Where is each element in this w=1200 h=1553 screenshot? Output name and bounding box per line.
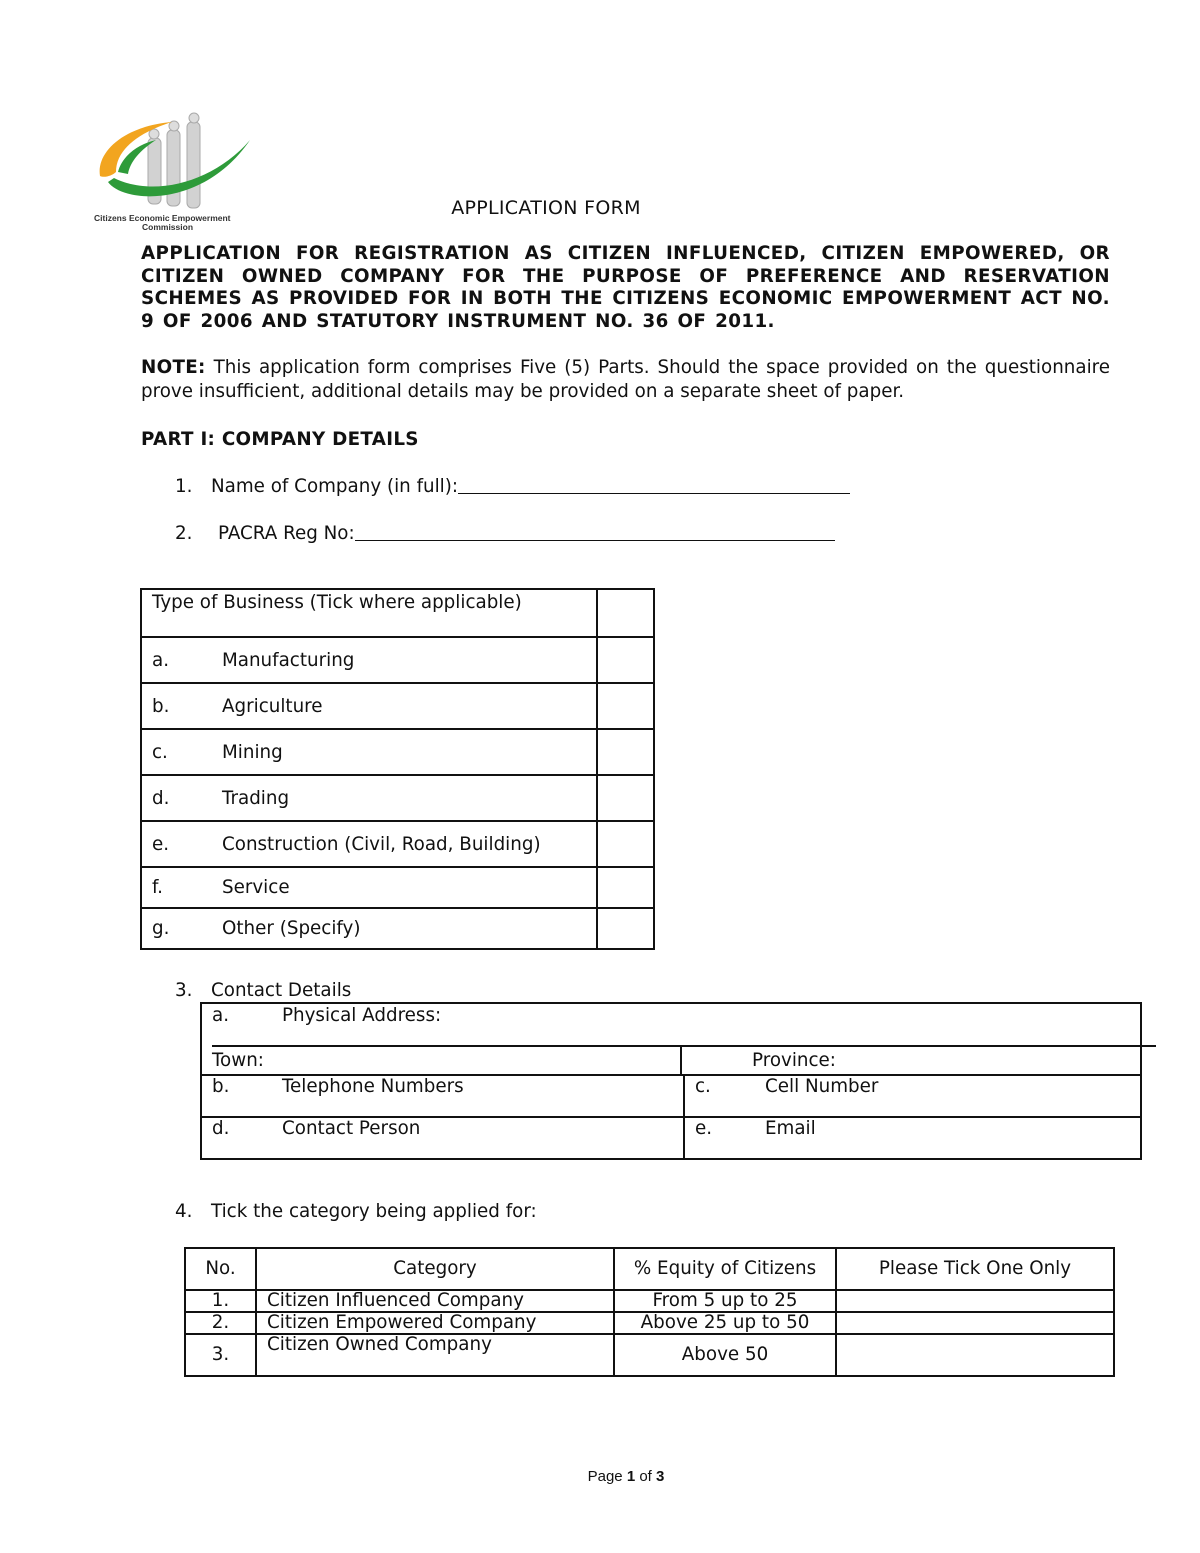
business-row-construction: [141, 821, 654, 867]
telephone-cell[interactable]: [212, 1076, 464, 1097]
pacra-reg-field: [175, 520, 835, 544]
telephone-label: Telephone Numbers: [282, 1076, 464, 1097]
row-label: Service: [222, 877, 290, 898]
pacra-reg-label: PACRA Reg No:: [218, 523, 355, 544]
row-label: Other (Specify): [222, 918, 361, 939]
form-title: APPLICATION FORM: [451, 197, 641, 219]
province-label[interactable]: Province:: [752, 1050, 836, 1071]
row-letter: b.: [152, 695, 170, 717]
physical-address-line: [212, 1045, 1156, 1047]
company-name-label: Name of Company (in full):: [211, 476, 459, 497]
row-letter: c.: [695, 1076, 711, 1097]
business-row-other: [141, 908, 654, 949]
business-row-trading: [141, 775, 654, 821]
row-label: Manufacturing: [222, 649, 355, 671]
category-name: Citizen Owned Company: [256, 1334, 614, 1376]
physical-address-label: Physical Address:: [282, 1005, 442, 1026]
tick-box-influenced[interactable]: [836, 1290, 1114, 1312]
cell-number-cell[interactable]: [695, 1076, 878, 1097]
note-paragraph: [141, 356, 1110, 403]
cell-number-label: Cell Number: [765, 1076, 879, 1097]
category-row-empowered: [185, 1312, 1114, 1334]
field-number: 1.: [175, 476, 193, 497]
page-footer: [0, 1468, 1200, 1485]
row-label: Construction (Civil, Road, Building): [222, 833, 541, 855]
town-label[interactable]: Town:: [212, 1050, 264, 1071]
row-number: 2.: [185, 1312, 256, 1334]
town-province-divider: [680, 1045, 682, 1075]
row-letter: e.: [152, 833, 170, 855]
note-label: NOTE:: [141, 357, 206, 378]
category-row-influenced: [185, 1290, 1114, 1312]
category-heading: [175, 1201, 537, 1222]
contact-person-cell[interactable]: [212, 1118, 420, 1139]
contact-details-label: Contact Details: [211, 980, 352, 1001]
tick-box-agriculture[interactable]: [597, 683, 654, 729]
email-label: Email: [765, 1118, 816, 1139]
row-label: Mining: [222, 741, 283, 763]
header-equity: % Equity of Citizens: [614, 1248, 836, 1290]
business-type-table: [140, 588, 655, 950]
category-table-header: [185, 1248, 1114, 1290]
tick-box-manufacturing[interactable]: [597, 637, 654, 683]
tick-box-trading[interactable]: [597, 775, 654, 821]
logo-name-line2: Commission: [142, 221, 194, 232]
tick-box-mining[interactable]: [597, 729, 654, 775]
physical-address-cell[interactable]: [212, 1005, 441, 1026]
row-letter: a.: [152, 649, 170, 671]
logo-name-line1: Citizens Economic Empowerment: [94, 213, 231, 223]
note-text: This application form comprises Five (5) Parts. Should the space provided on the questionnaire prove insufficient, additional details may be provided on a separate sheet of paper.: [141, 357, 1111, 402]
contact-person-label: Contact Person: [282, 1118, 421, 1139]
total-pages: 3: [656, 1468, 665, 1485]
tick-box-other[interactable]: [597, 908, 654, 949]
tick-box-service[interactable]: [597, 867, 654, 908]
business-row-manufacturing: [141, 637, 654, 683]
contact-details-heading: [175, 980, 351, 1001]
row-label: Trading: [222, 787, 290, 809]
business-table-header: [141, 589, 654, 637]
business-row-agriculture: [141, 683, 654, 729]
category-name: Citizen Influenced Company: [256, 1290, 614, 1312]
row-number: 3.: [185, 1334, 256, 1376]
tick-box-construction[interactable]: [597, 821, 654, 867]
row-letter: d.: [212, 1118, 230, 1139]
row-letter: b.: [212, 1076, 230, 1097]
category-table: [184, 1247, 1115, 1377]
row-letter: g.: [152, 918, 170, 939]
contact-details-table: [200, 1002, 1142, 1160]
business-table-header-tick: [597, 589, 654, 637]
business-row-service: [141, 867, 654, 908]
part1-heading: PART I: COMPANY DETAILS: [141, 429, 419, 450]
row-number: 1.: [185, 1290, 256, 1312]
category-name: Citizen Empowered Company: [256, 1312, 614, 1334]
row-letter: d.: [152, 787, 170, 809]
category-heading-label: Tick the category being applied for:: [211, 1201, 537, 1222]
pacra-reg-blank[interactable]: [355, 520, 835, 541]
of-word: of: [639, 1468, 652, 1485]
page-word: Page: [587, 1468, 623, 1485]
category-row-owned: [185, 1334, 1114, 1376]
equity-range: Above 25 up to 50: [614, 1312, 836, 1334]
field-number: 2.: [175, 523, 193, 544]
equity-range: From 5 up to 25: [614, 1290, 836, 1312]
business-table-header-label: Type of Business (Tick where applicable): [141, 589, 597, 637]
row-letter: c.: [152, 741, 168, 763]
email-cell[interactable]: [695, 1118, 816, 1139]
section-number: 3.: [175, 980, 193, 1001]
tick-box-empowered[interactable]: [836, 1312, 1114, 1334]
business-row-mining: [141, 729, 654, 775]
equity-range: Above 50: [614, 1334, 836, 1376]
intro-paragraph: APPLICATION FOR REGISTRATION AS CITIZEN INFLUENCED, CITIZEN EMPOWERED, OR CITIZEN OWNED COMPANY FOR THE PURPOSE OF PREFERENCE AND RESERVATION SCHEMES AS PROVIDED FOR IN BOTH THE CITIZENS ECONOMIC EMPOWERMENT ACT NO. 9 OF 2006 AND STATUTORY INSTRUMENT NO. 36 OF 2011.: [141, 243, 1110, 333]
header-no: No.: [185, 1248, 256, 1290]
row-letter: a.: [212, 1005, 230, 1026]
header-category: Category: [256, 1248, 614, 1290]
company-name-field: [175, 473, 850, 497]
header-tick: Please Tick One Only: [836, 1248, 1114, 1290]
tick-box-owned[interactable]: [836, 1334, 1114, 1376]
row-letter: f.: [152, 877, 163, 898]
row-label: Agriculture: [222, 695, 323, 717]
row-letter: e.: [695, 1118, 713, 1139]
current-page: 1: [626, 1468, 636, 1485]
company-name-blank[interactable]: [458, 473, 850, 494]
section-number: 4.: [175, 1201, 193, 1222]
